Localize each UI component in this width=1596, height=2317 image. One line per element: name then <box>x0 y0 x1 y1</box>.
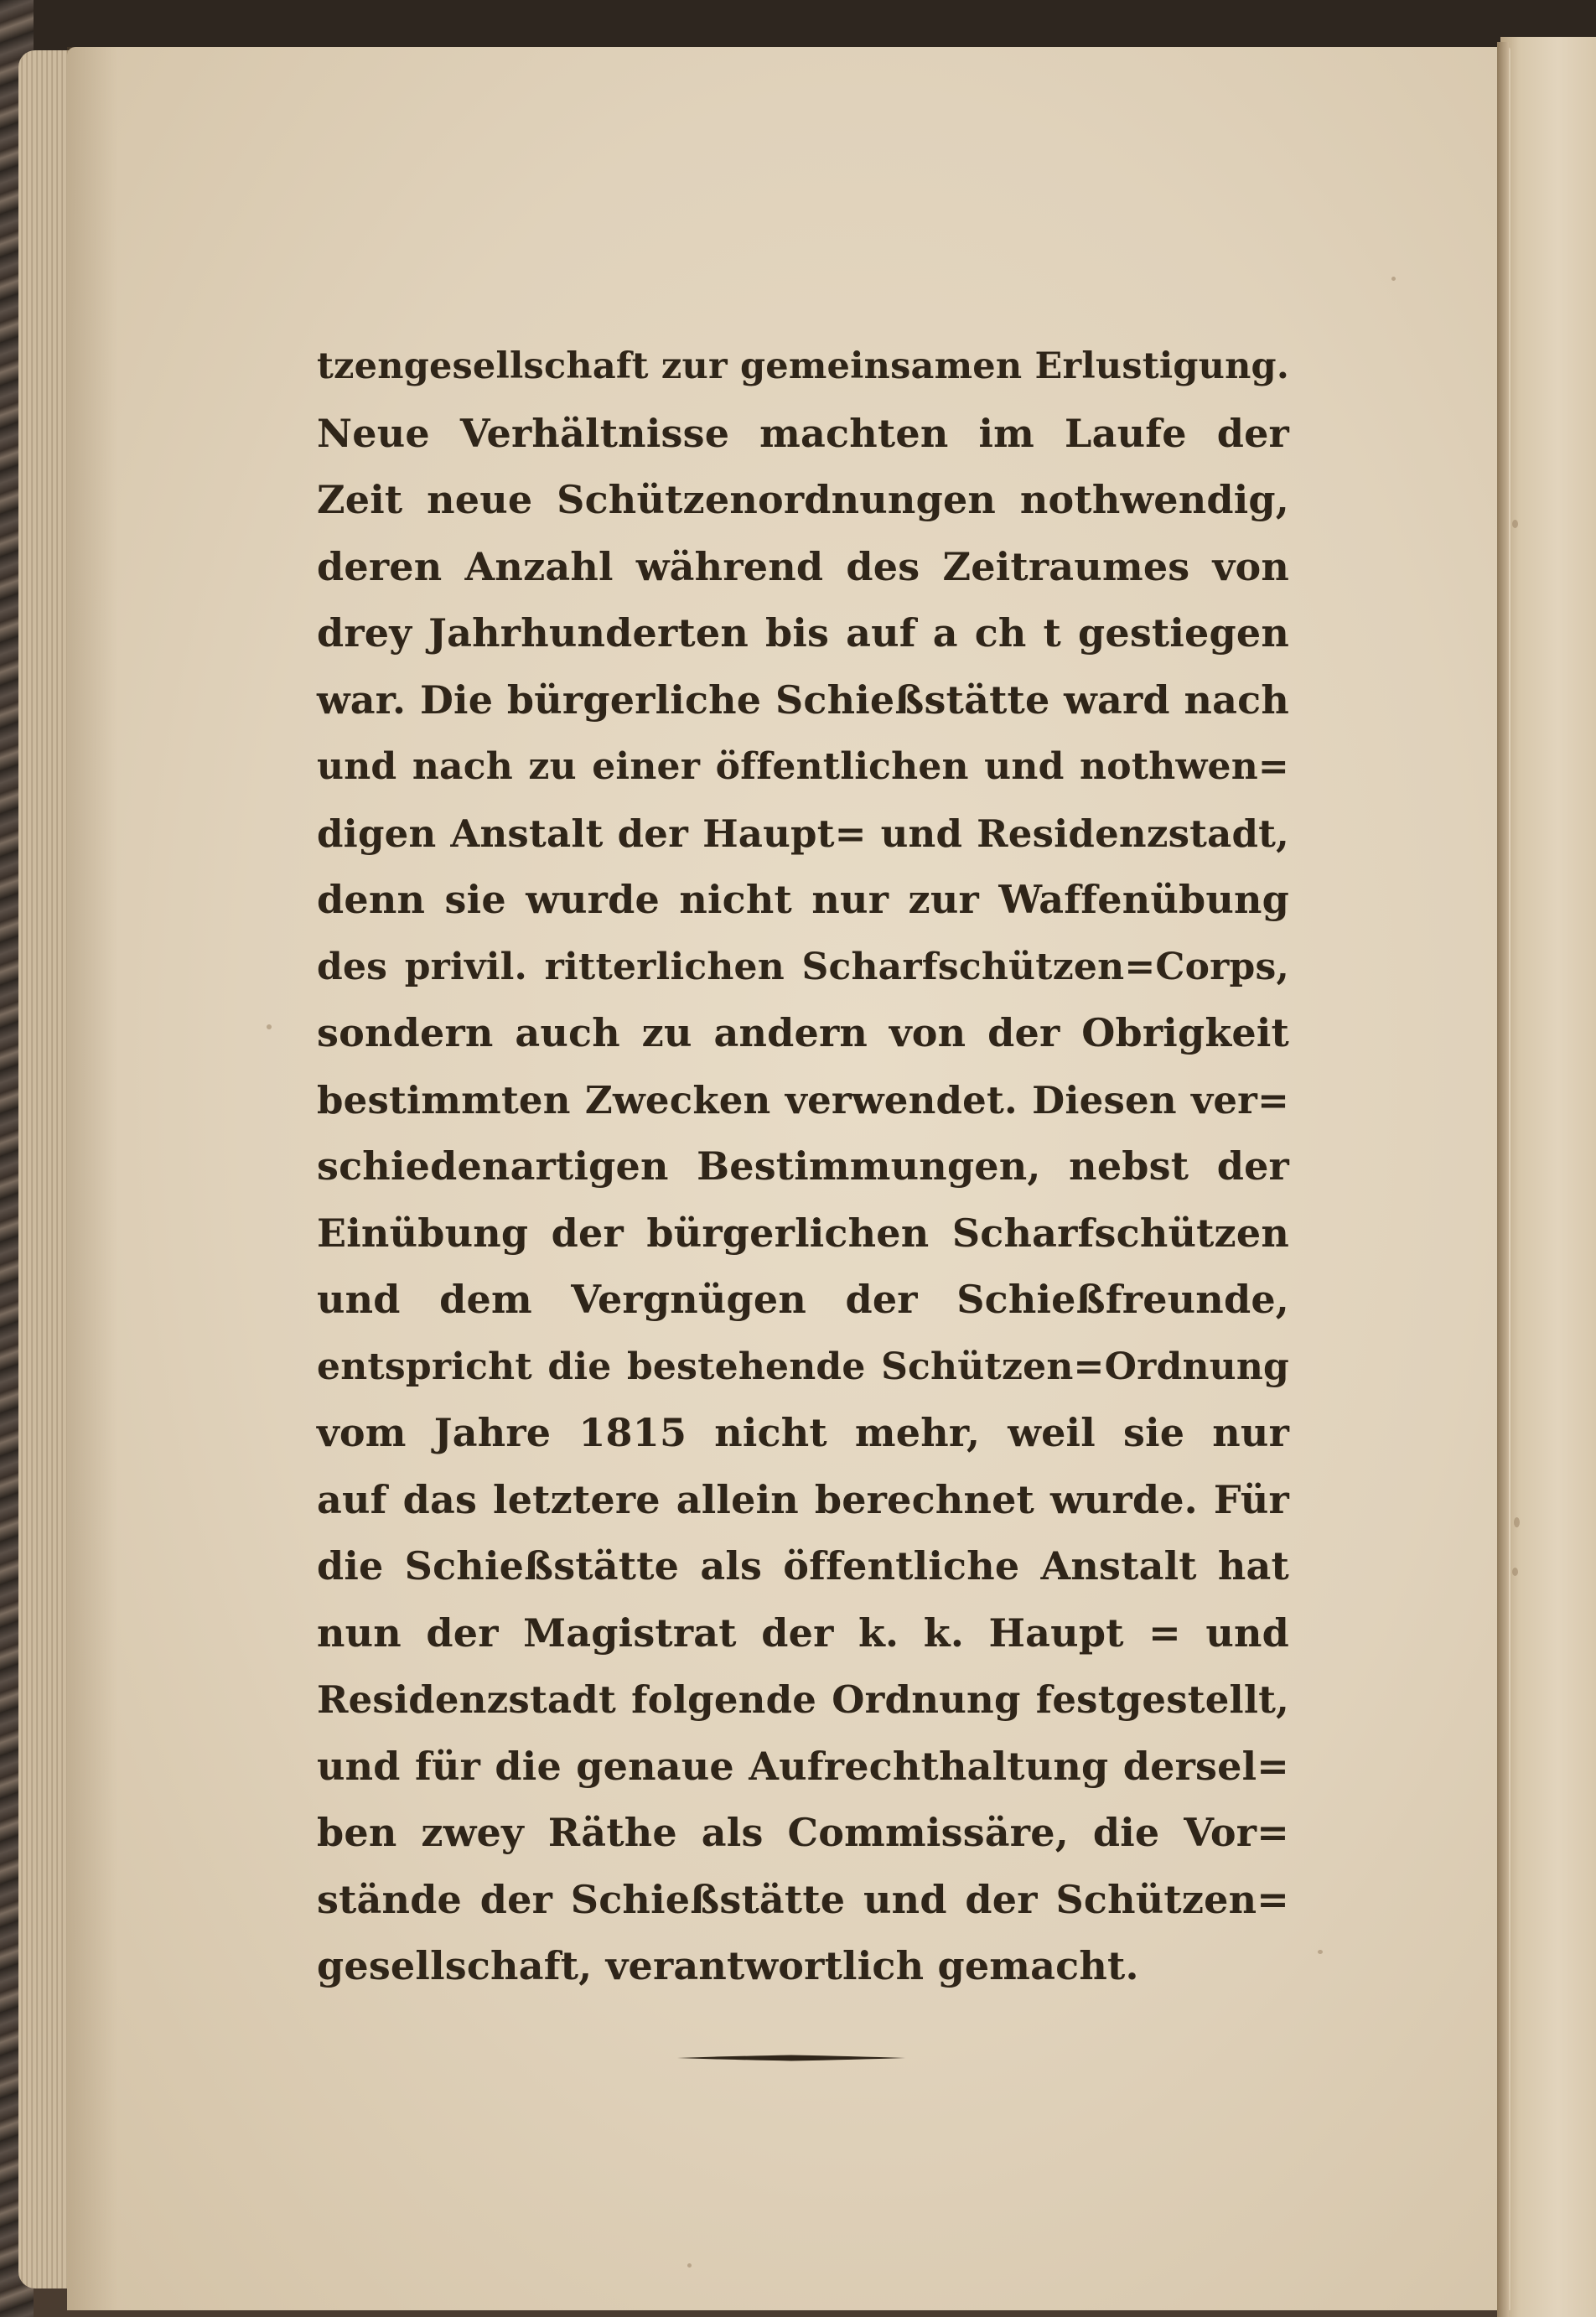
text-line: Neue Verhältnisse machten im Laufe der <box>317 410 1289 456</box>
text-line: Residenzstadt folgende Ordnung festgestellt, <box>317 1677 1289 1722</box>
facing-page-gutter <box>1500 37 1596 2317</box>
top-cover-band <box>0 0 1596 52</box>
text-line: schiedenartigen Bestimmungen, nebst der <box>317 1143 1289 1189</box>
text-line: bestimmten Zwecken verwendet. Diesen ver= <box>317 1077 1289 1122</box>
closing-rule-ornament <box>677 2054 905 2062</box>
gutter-fold <box>1497 42 1509 2317</box>
text-line: denn sie wurde nicht nur zur Waffenübung <box>317 877 1289 922</box>
text-line: Einübung der bürgerlichen Scharfschützen <box>317 1210 1289 1256</box>
text-line: entspricht die bestehende Schützen=Ordnung <box>317 1345 1289 1388</box>
text-line: und dem Vergnügen der Schießfreunde, <box>317 1277 1289 1322</box>
body-text <box>317 334 1289 2000</box>
text-line: Zeit neue Schützenordnungen nothwendig, <box>317 477 1289 522</box>
text-line: die Schießstätte als öffentliche Anstalt hat <box>317 1543 1289 1589</box>
text-line: gesellschaft, verantwortlich gemacht. <box>317 1943 1139 1988</box>
text-line: ben zwey Räthe als Commissäre, die Vor= <box>317 1810 1289 1855</box>
text-line: vom Jahre 1815 nicht mehr, weil sie nur <box>317 1410 1289 1455</box>
text-line: nun der Magistrat der k. k. Haupt = und <box>317 1609 1289 1656</box>
text-line: sondern auch zu andern von der Obrigkeit <box>317 1010 1289 1055</box>
text-line: des privil. ritterlichen Scharfschützen=Corps, <box>317 945 1289 988</box>
text-line: stände der Schießstätte und der Schützen= <box>317 1876 1289 1922</box>
text-line: digen Anstalt der Haupt= und Residenzstadt, <box>317 811 1289 856</box>
text-line: und für die genaue Aufrechthaltung dersel= <box>317 1743 1289 1789</box>
page-shadow <box>67 47 117 2310</box>
text-line: war. Die bürgerliche Schießstätte ward nach <box>317 676 1289 723</box>
text-line: auf das letztere allein berechnet wurde. Für <box>317 1476 1289 1522</box>
text-line: drey Jahrhunderten bis auf a ch t gestiegen <box>317 610 1289 656</box>
text-line: und nach zu einer öffentlichen und nothwen= <box>317 745 1289 788</box>
text-line: tzengesellschaft zur gemeinsamen Erlustigung. <box>317 345 1289 387</box>
text-line: deren Anzahl während des Zeitraumes von <box>317 543 1289 589</box>
